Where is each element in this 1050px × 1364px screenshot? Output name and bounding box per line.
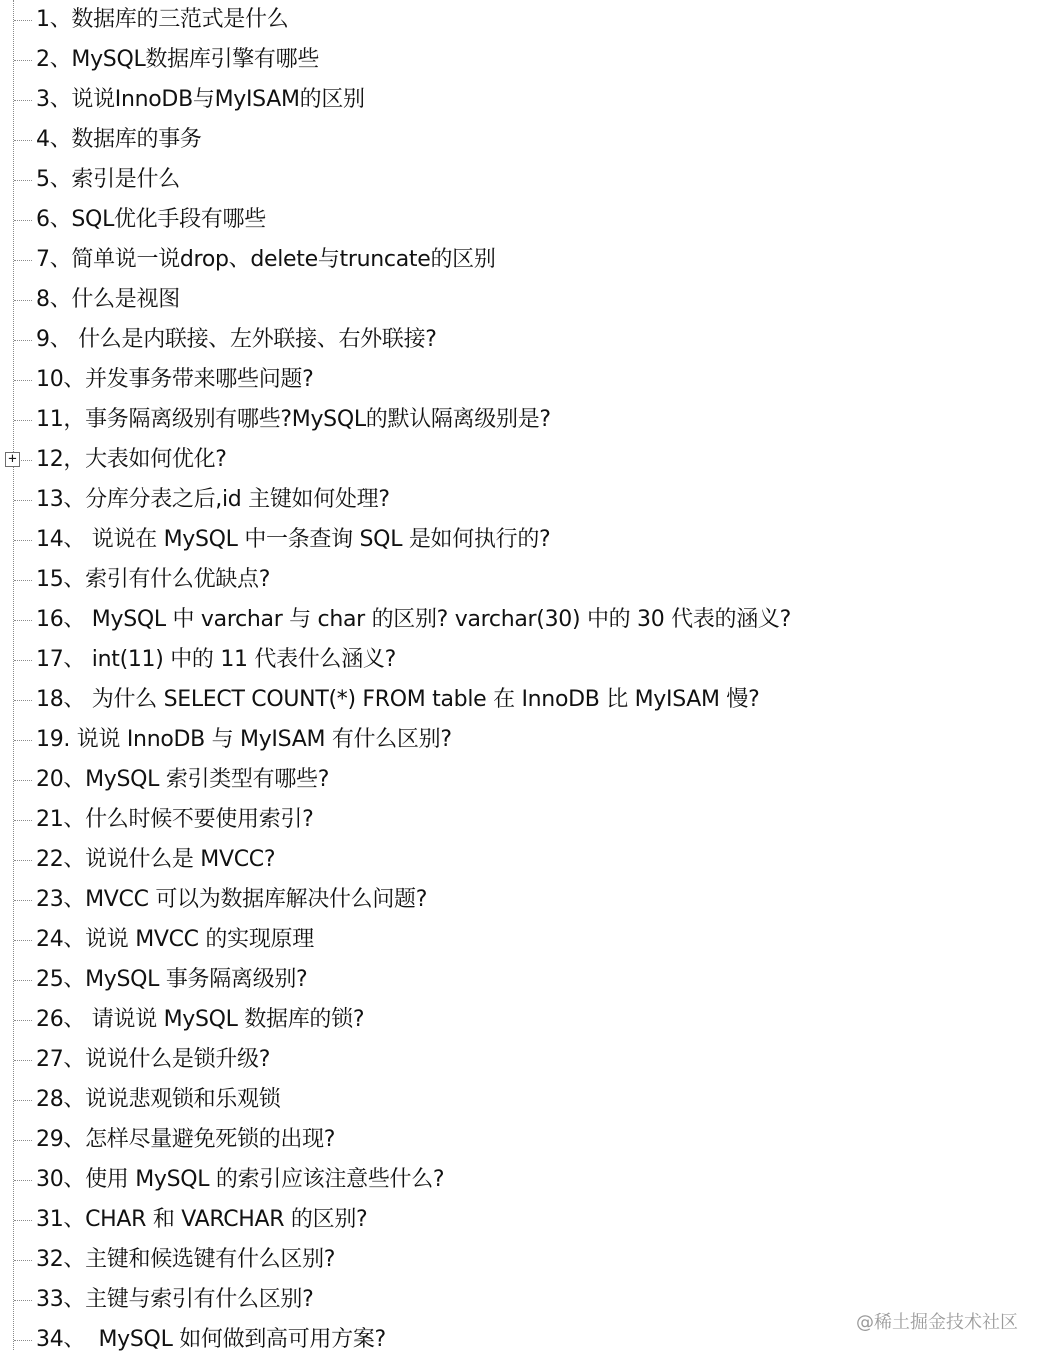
tree-item[interactable] — [0, 800, 1000, 840]
tree-item-label: 18、 为什么 SELECT COUNT(*) FROM table 在 InnoDB 比 MyISAM 慢? — [36, 687, 760, 712]
tree-item-label: 10、并发事务带来哪些问题? — [36, 367, 314, 392]
tree-item-label: 3、说说InnoDB与MyISAM的区别 — [36, 87, 365, 112]
tree-connector — [14, 1060, 32, 1061]
tree-connector — [14, 780, 32, 781]
tree-item-label: 15、索引有什么优缺点? — [36, 567, 271, 592]
tree-item[interactable] — [0, 1320, 1000, 1360]
tree-item[interactable] — [0, 240, 1000, 280]
tree-connector — [14, 220, 32, 221]
tree-item-label: 5、索引是什么 — [36, 167, 180, 192]
tree-item-label: 26、 请说说 MySQL 数据库的锁? — [36, 1007, 365, 1032]
tree-item-label: 28、说说悲观锁和乐观锁 — [36, 1087, 281, 1112]
tree-connector — [14, 100, 32, 101]
watermark: @稀土掘金技术社区 — [856, 1312, 1018, 1333]
tree-connector — [14, 1140, 32, 1141]
tree-item[interactable] — [0, 480, 1000, 520]
tree-item-label: 2、MySQL数据库引擎有哪些 — [36, 47, 320, 72]
tree-item-label: 8、什么是视图 — [36, 287, 180, 312]
tree-item[interactable] — [0, 960, 1000, 1000]
tree-connector — [14, 1220, 32, 1221]
tree-connector — [14, 140, 32, 141]
tree-item[interactable] — [0, 1040, 1000, 1080]
tree-item[interactable] — [0, 680, 1000, 720]
tree-item-label: 34、 MySQL 如何做到高可用方案? — [36, 1327, 386, 1352]
tree-item[interactable] — [0, 160, 1000, 200]
tree-item[interactable] — [0, 1080, 1000, 1120]
tree-item-label: 14、 说说在 MySQL 中一条查询 SQL 是如何执行的? — [36, 527, 551, 552]
tree-item-label: 7、简单说一说drop、delete与truncate的区别 — [36, 247, 496, 272]
tree-connector — [14, 700, 32, 701]
tree-connector — [14, 260, 32, 261]
tree-item[interactable] — [0, 1280, 1000, 1320]
tree-item-label: 4、数据库的事务 — [36, 127, 202, 152]
tree-item[interactable] — [0, 1160, 1000, 1200]
tree-connector — [14, 340, 32, 341]
tree-item[interactable] — [0, 920, 1000, 960]
tree-item[interactable] — [0, 720, 1000, 760]
tree-connector — [14, 1180, 32, 1181]
tree-connector — [14, 820, 32, 821]
tree-item[interactable] — [0, 560, 1000, 600]
tree-connector — [14, 940, 32, 941]
tree-item[interactable] — [0, 1120, 1000, 1160]
tree-item[interactable] — [0, 520, 1000, 560]
tree-connector — [14, 740, 32, 741]
tree-item[interactable] — [0, 640, 1000, 680]
tree-item[interactable] — [0, 880, 1000, 920]
tree-item[interactable] — [0, 440, 1000, 480]
tree-connector — [14, 380, 32, 381]
tree-item[interactable] — [0, 400, 1000, 440]
tree-item[interactable] — [0, 360, 1000, 400]
tree-item-label: 24、说说 MVCC 的实现原理 — [36, 927, 314, 952]
tree-item-label: 25、MySQL 事务隔离级别? — [36, 967, 308, 992]
expand-icon[interactable]: + — [5, 452, 20, 467]
tree-item-label: 13、分库分表之后,id 主键如何处理? — [36, 487, 390, 512]
tree-connector — [14, 620, 32, 621]
tree-connector — [14, 860, 32, 861]
tree-connector — [14, 180, 32, 181]
tree-item-label: 27、说说什么是锁升级? — [36, 1047, 271, 1072]
tree-item[interactable] — [0, 1240, 1000, 1280]
tree-item[interactable] — [0, 760, 1000, 800]
tree-item-label: 29、怎样尽量避免死锁的出现? — [36, 1127, 336, 1152]
tree-item[interactable] — [0, 1200, 1000, 1240]
tree-item[interactable] — [0, 200, 1000, 240]
tree-connector — [14, 660, 32, 661]
tree-item[interactable] — [0, 120, 1000, 160]
tree-item[interactable] — [0, 600, 1000, 640]
tree-connector — [14, 500, 32, 501]
tree-connector — [14, 1340, 32, 1341]
tree-item-label: 22、说说什么是 MVCC? — [36, 847, 276, 872]
tree-item[interactable] — [0, 280, 1000, 320]
tree-connector — [14, 1020, 32, 1021]
tree-item-label: 11，事务隔离级别有哪些?MySQL的默认隔离级别是? — [36, 407, 551, 432]
tree-item-label: 23、MVCC 可以为数据库解决什么问题? — [36, 887, 428, 912]
tree-connector — [14, 900, 32, 901]
tree-connector — [14, 1300, 32, 1301]
tree-item[interactable] — [0, 0, 1000, 40]
tree-item-label: 9、 什么是内联接、左外联接、右外联接? — [36, 327, 437, 352]
tree-item-label: 16、 MySQL 中 varchar 与 char 的区别? varchar(30) 中的 30 代表的涵义? — [36, 607, 791, 632]
tree-connector — [14, 300, 32, 301]
tree-item-label: 21、什么时候不要使用索引? — [36, 807, 314, 832]
tree-connector — [14, 1100, 32, 1101]
tree-connector — [14, 420, 32, 421]
tree-connector — [14, 540, 32, 541]
tree-item-label: 31、CHAR 和 VARCHAR 的区别? — [36, 1207, 368, 1232]
tree-item[interactable] — [0, 40, 1000, 80]
tree-item-label: 6、SQL优化手段有哪些 — [36, 207, 266, 232]
tree-connector — [14, 980, 32, 981]
tree-connector — [14, 580, 32, 581]
tree-item[interactable] — [0, 840, 1000, 880]
tree-item[interactable] — [0, 320, 1000, 360]
tree-item-label: 12，大表如何优化? — [36, 447, 227, 472]
tree-connector — [14, 20, 32, 21]
tree-connector — [14, 60, 32, 61]
tree-item-label: 1、数据库的三范式是什么 — [36, 7, 289, 32]
tree-item[interactable] — [0, 1000, 1000, 1040]
tree-item-label: 17、 int(11) 中的 11 代表什么涵义? — [36, 647, 396, 672]
tree-item-label: 20、MySQL 索引类型有哪些? — [36, 767, 330, 792]
tree-item-label: 33、主键与索引有什么区别? — [36, 1287, 314, 1312]
tree-item-label: 32、主键和候选键有什么区别? — [36, 1247, 336, 1272]
tree-connector — [14, 1260, 32, 1261]
tree-item-label: 19. 说说 InnoDB 与 MyISAM 有什么区别? — [36, 727, 452, 752]
tree-item[interactable] — [0, 80, 1000, 120]
tree-item-label: 30、使用 MySQL 的索引应该注意些什么? — [36, 1167, 445, 1192]
